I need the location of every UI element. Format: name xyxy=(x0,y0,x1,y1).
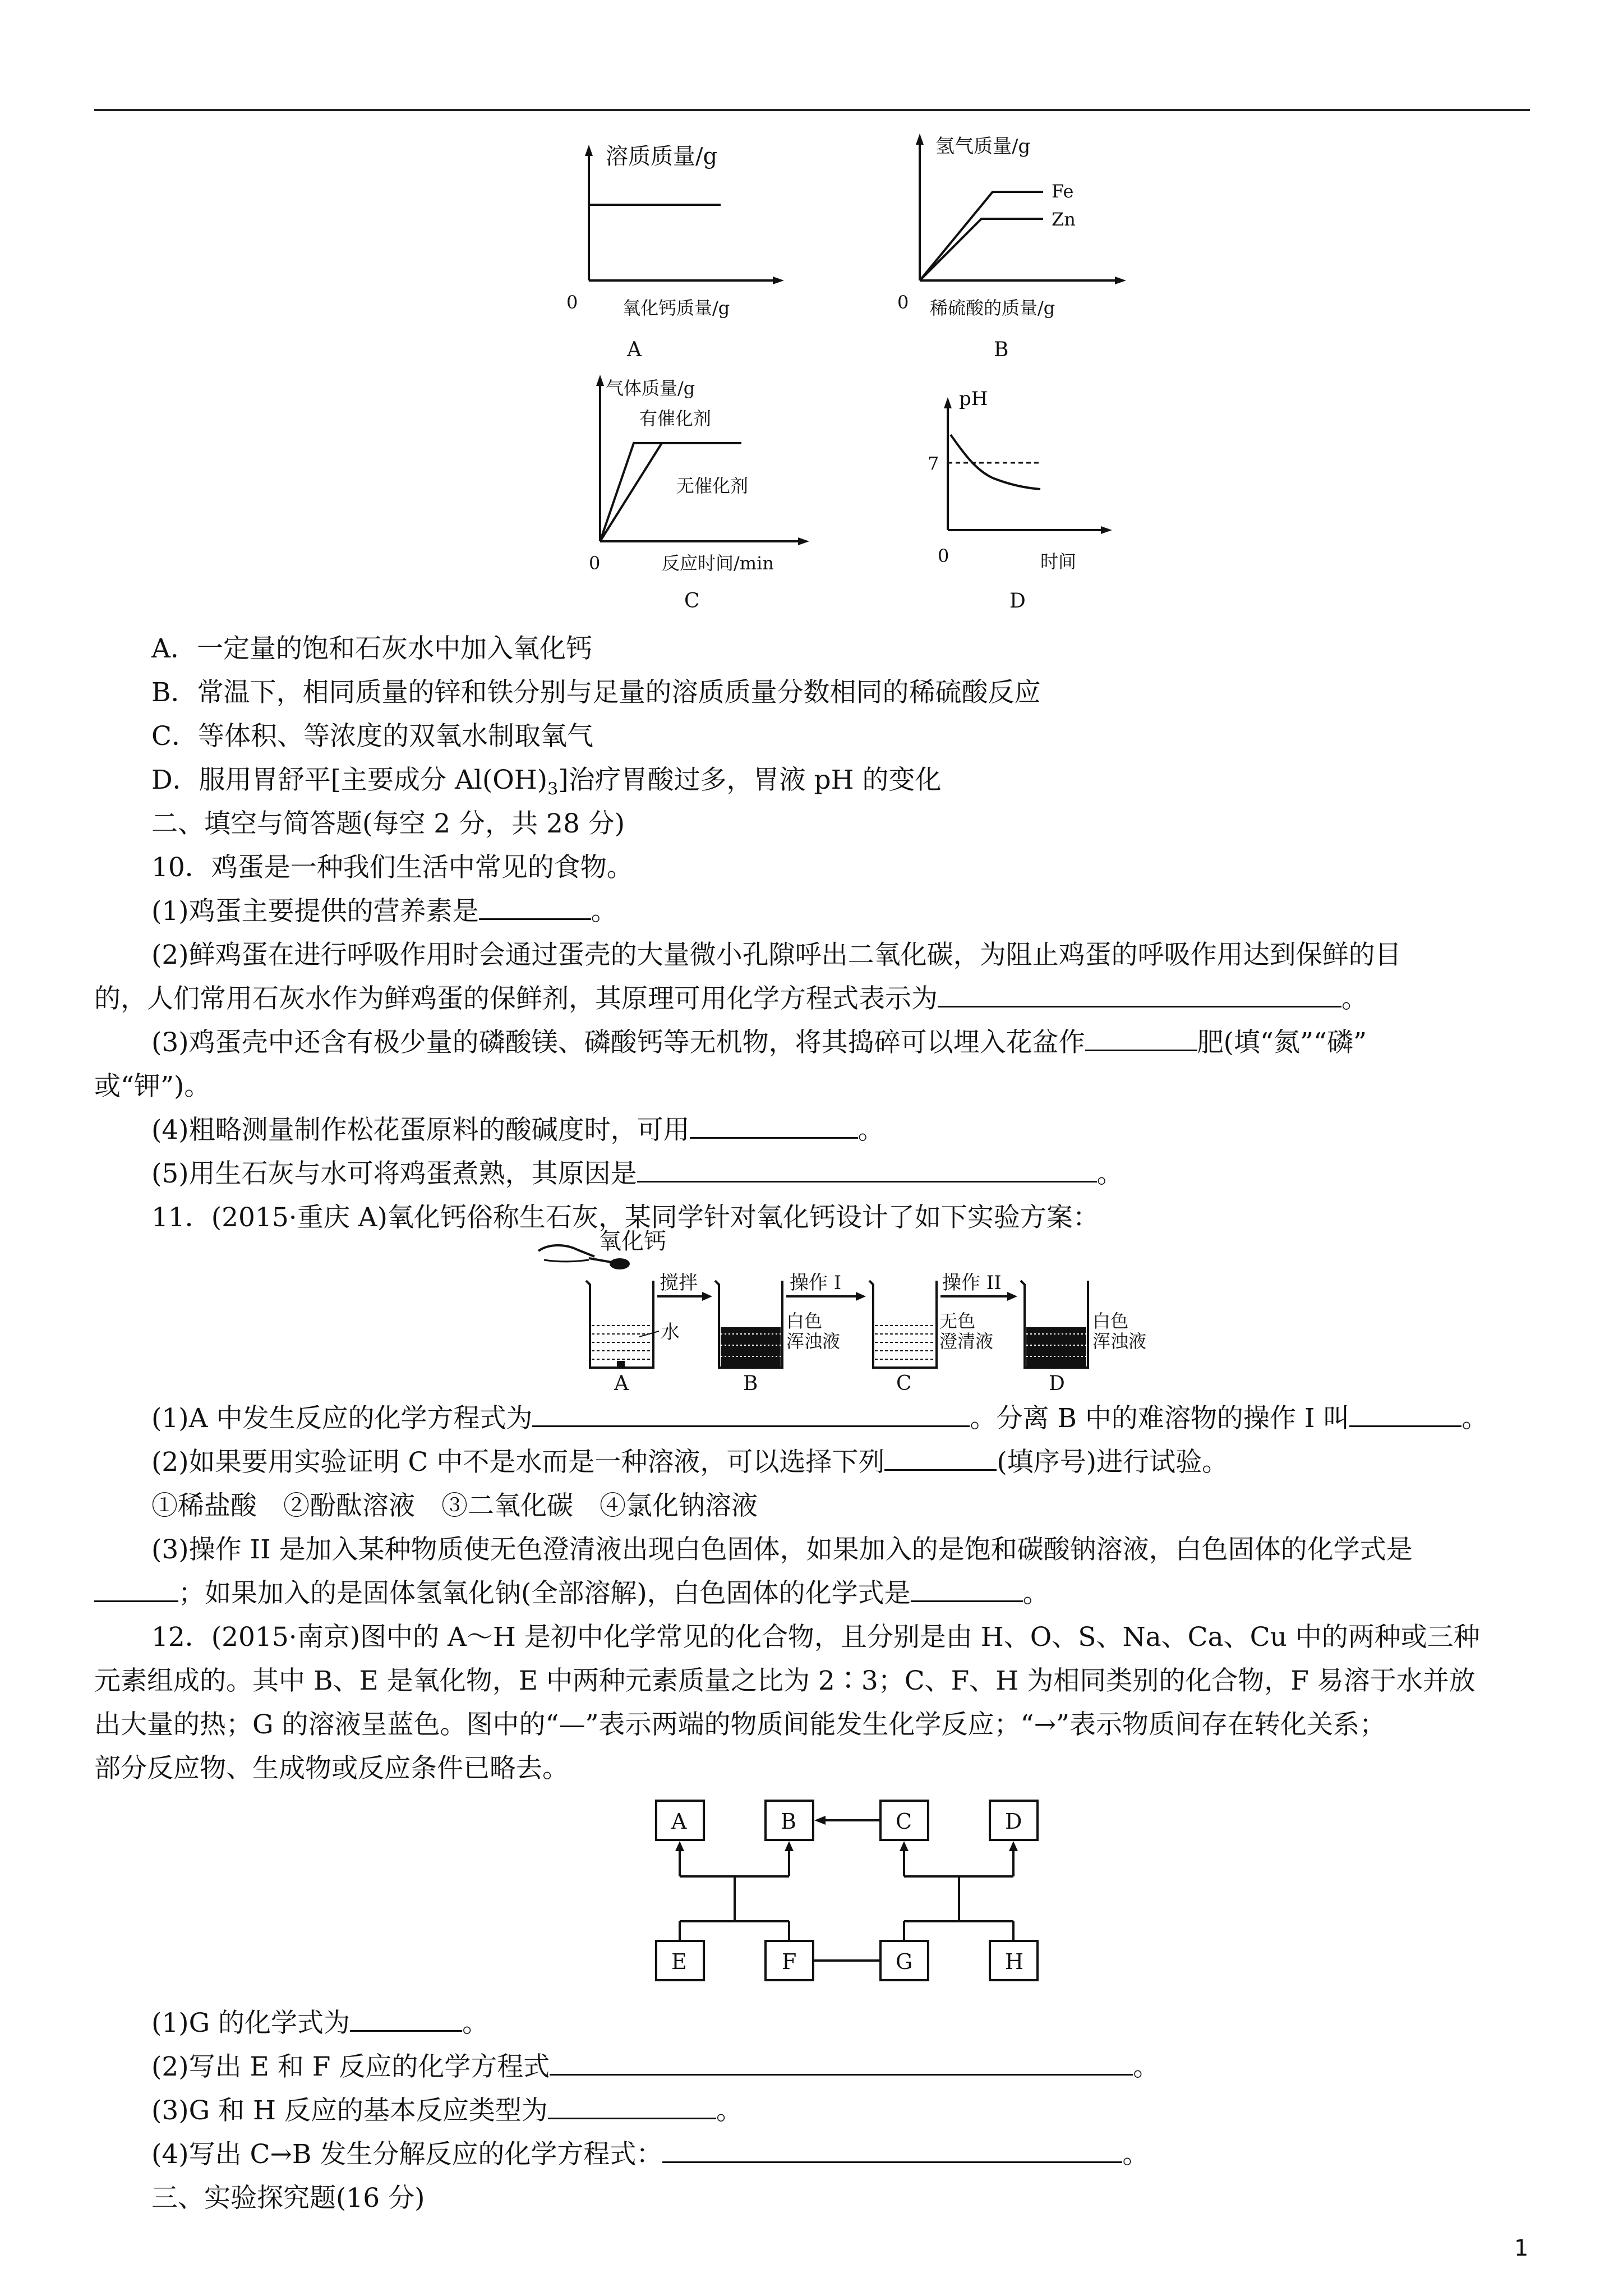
q10-part3-mid: 肥(填“氮”“磷” xyxy=(1197,1027,1367,1058)
q12-stem-line4: 部分反应物、生成物或反应条件已略去。 xyxy=(94,1753,569,1784)
step-stir-label: 搅拌 xyxy=(660,1272,698,1294)
graph-d xyxy=(920,381,1122,628)
box-a-label: A xyxy=(671,1809,687,1834)
beaker-c-note1: 无色 xyxy=(939,1310,976,1332)
beaker-a xyxy=(586,1281,653,1368)
q10-part3-text: (3)鸡蛋壳中还含有极少量的磷酸镁、磷酸钙等无机物，将其捣碎可以埋入花盆作 xyxy=(151,1027,1085,1058)
q11-choices: ①稀盐酸 ②酚酞溶液 ③二氧化碳 ④氯化钠溶液 xyxy=(151,1490,758,1521)
graph-c-origin: 0 xyxy=(589,553,601,574)
q10-part1-end: 。 xyxy=(591,896,617,927)
beaker-d-note2: 浑浊液 xyxy=(1092,1331,1147,1352)
section-3-heading: 三、实验探究题(16 分) xyxy=(151,2183,425,2214)
graph-a xyxy=(566,129,802,365)
q10-stem: 10．鸡蛋是一种我们生活中常见的食物。 xyxy=(151,852,633,883)
q11-reagent-label: 氧化钙 xyxy=(599,1228,666,1254)
beaker-c-note2: 澄清液 xyxy=(939,1331,994,1352)
q12-part2 xyxy=(151,2045,1530,2089)
q11-part2-end: (填序号)进行试验。 xyxy=(997,1447,1229,1478)
section-2-heading: 二、填空与简答题(每空 2 分，共 28 分) xyxy=(151,808,625,839)
graph-a-caption: A xyxy=(627,338,642,361)
q10-part1 xyxy=(151,890,1530,933)
q11-part2-text: (2)如果要用实验证明 C 中不是水而是一种溶液，可以选择下列 xyxy=(151,1447,885,1478)
q12-part2-text: (2)写出 E 和 F 反应的化学方程式 xyxy=(151,2051,550,2082)
box-b-label: B xyxy=(781,1809,796,1834)
solid-particle xyxy=(617,1361,625,1366)
graph-b-origin: 0 xyxy=(897,292,909,313)
option-d xyxy=(151,758,1530,802)
graph-b-series-label-fe: Fe xyxy=(1052,181,1074,202)
q12-part3-end: 。 xyxy=(716,2095,743,2126)
graph-c-ylabel: 气体质量/g xyxy=(606,378,695,399)
hand-icon xyxy=(538,1245,594,1257)
graph-c-caption: C xyxy=(684,590,700,613)
graph-b-series-label-zn: Zn xyxy=(1052,209,1076,230)
option-a: A．一定量的饱和石灰水中加入氧化钙 xyxy=(151,633,592,664)
q11-part3-text: ；如果加入的是固体氢氧化钠(全部溶解)，白色固体的化学式是 xyxy=(178,1578,911,1609)
beaker-b-note1: 白色 xyxy=(786,1310,823,1332)
q11-part1-text: (1)A 中发生反应的化学方程式为 xyxy=(151,1403,533,1434)
graph-b-series-zn xyxy=(920,219,1043,280)
q11-blank-2[interactable] xyxy=(1349,1400,1461,1427)
q10-part2-line2 xyxy=(94,977,1530,1021)
q10-blank-3[interactable] xyxy=(1085,1024,1197,1051)
q11-part1 xyxy=(151,1397,1530,1441)
q10-part3-line2: 或“钾”)。 xyxy=(94,1071,211,1102)
graph-d-caption: D xyxy=(1009,590,1026,613)
q10-part2-text: 的，人们常用石灰水作为鲜鸡蛋的保鲜剂，其原理可用化学方程式表示为 xyxy=(94,983,938,1014)
q10-blank-4[interactable] xyxy=(690,1111,858,1139)
q10-part4-end: 。 xyxy=(857,1115,884,1145)
box-d-label: D xyxy=(1005,1809,1022,1834)
graph-c-x-arrow xyxy=(798,537,809,545)
q11-part3-end: 。 xyxy=(1022,1578,1049,1609)
q12-blank-4[interactable] xyxy=(662,2136,1122,2163)
option-d-sub: 3 xyxy=(547,779,559,799)
graph-a-x-arrow xyxy=(773,277,784,284)
graph-d-y-arrow xyxy=(944,397,952,408)
graph-b xyxy=(897,129,1133,365)
q10-part2-end: 。 xyxy=(1341,983,1368,1014)
q10-blank-5[interactable] xyxy=(637,1155,1097,1182)
q12-stem-line3: 出大量的热；G 的溶液呈蓝色。图中的“—”表示两端的物质间能发生化学反应；“→”表示物质间存在转化关系； xyxy=(94,1709,1386,1740)
graph-c-series-no-catalyst xyxy=(600,443,662,541)
graph-b-ylabel: 氢气质量/g xyxy=(935,135,1031,158)
graph-c-series-label-catalyst: 有催化剂 xyxy=(639,408,712,429)
q12-stem-line2: 元素组成的。其中 B、E 是氧化物，E 中两种元素质量之比为 2∶3；C、F、H 为相同类别的化合物，F 易溶于水并放 xyxy=(94,1665,1476,1696)
q10-part5 xyxy=(151,1152,1530,1196)
q11-part3-line1: (3)操作 II 是加入某种物质使无色澄清液出现白色固体，如果加入的是饱和碳酸钠溶液，白色固体的化学式是 xyxy=(151,1534,1413,1565)
q11-part3-line2 xyxy=(94,1572,1530,1616)
q10-part3-line1 xyxy=(151,1021,1530,1065)
option-c: C．等体积、等浓度的双氧水制取氧气 xyxy=(151,721,593,752)
spoon-icon xyxy=(610,1258,630,1269)
q12-stem-line1: 12．(2015·南京)图中的 A～H 是初中化学常见的化合物，且分别是由 H、O、S、Na、Ca、Cu 中的两种或三种 xyxy=(151,1622,1480,1653)
q12-relation-diagram xyxy=(645,1789,1060,1991)
beaker-c xyxy=(869,1281,937,1368)
q12-part1-text: (1)G 的化学式为 xyxy=(151,2008,351,2039)
graph-d-ytick-7: 7 xyxy=(928,453,939,474)
q11-stem: 11．(2015·重庆 A)氧化钙俗称生石灰，某同学针对氧化钙设计了如下实验方案： xyxy=(151,1202,1099,1233)
q10-part2-line1: (2)鲜鸡蛋在进行呼吸作用时会通过蛋壳的大量微小孔隙呼出二氧化碳，为阻止鸡蛋的呼吸作用达到保鲜的目 xyxy=(151,940,1401,970)
graph-c-xlabel: 反应时间/min xyxy=(662,553,774,574)
q10-part1-text: (1)鸡蛋主要提供的营养素是 xyxy=(151,896,479,927)
q12-blank-2[interactable] xyxy=(550,2048,1133,2076)
q12-part1-end: 。 xyxy=(462,2008,489,2039)
beaker-a-water-label: 水 xyxy=(661,1321,680,1343)
beaker-b-precipitate xyxy=(721,1327,781,1366)
q12-blank-1[interactable] xyxy=(350,2004,462,2032)
graph-b-x-arrow xyxy=(1115,277,1126,284)
q10-part4 xyxy=(151,1108,1530,1152)
box-h-label: H xyxy=(1005,1949,1024,1974)
beaker-a-label: A xyxy=(614,1372,629,1395)
q12-part3 xyxy=(151,2089,1530,2133)
graph-d-ylabel: pH xyxy=(959,388,988,410)
box-c-label: C xyxy=(896,1809,912,1834)
page-number: 1 xyxy=(1514,2235,1529,2261)
graph-a-ylabel: 溶质质量/g xyxy=(606,144,718,169)
q12-part4-text: (4)写出 C→B 发生分解反应的化学方程式： xyxy=(151,2139,663,2170)
beaker-d-note1: 白色 xyxy=(1092,1310,1129,1332)
graph-c xyxy=(566,373,813,625)
q11-experiment-diagram xyxy=(527,1227,1183,1396)
q12-part4 xyxy=(151,2133,1530,2177)
graph-b-xlabel: 稀硫酸的质量/g xyxy=(930,297,1055,319)
graph-d-x-arrow xyxy=(1101,526,1112,534)
q11-part1-mid: 。分离 B 中的难溶物的操作 I 叫 xyxy=(970,1403,1350,1434)
graph-b-series-fe xyxy=(920,192,1043,280)
q10-part5-text: (5)用生石灰与水可将鸡蛋煮熟，其原因是 xyxy=(151,1158,637,1189)
step-op2-label: 操作 II xyxy=(942,1272,1002,1294)
box-f-label: F xyxy=(782,1949,797,1974)
box-g-label: G xyxy=(896,1949,913,1974)
q12-part3-text: (3)G 和 H 反应的基本反应类型为 xyxy=(151,2095,548,2126)
q11-part2 xyxy=(151,1441,1530,1484)
graph-d-origin: 0 xyxy=(938,545,949,567)
q12-part1 xyxy=(151,2001,1530,2045)
graph-a-y-arrow xyxy=(585,145,593,156)
graph-a-origin: 0 xyxy=(566,292,578,313)
q11-blank-1[interactable] xyxy=(532,1400,970,1427)
graph-d-xlabel: 时间 xyxy=(1040,551,1077,572)
graph-c-series-label-no-catalyst: 无催化剂 xyxy=(676,475,749,496)
q10-blank-2[interactable] xyxy=(938,980,1341,1007)
beaker-c-label: C xyxy=(896,1372,912,1395)
graph-b-caption: B xyxy=(994,338,1009,361)
option-d-pre: D．服用胃舒平[主要成分 Al(OH) xyxy=(151,765,548,795)
box-e-label: E xyxy=(671,1949,687,1974)
q11-blank-5[interactable] xyxy=(911,1575,1023,1602)
q12-part2-end: 。 xyxy=(1133,2051,1160,2082)
q12-part4-end: 。 xyxy=(1122,2139,1149,2170)
header-rule xyxy=(94,109,1530,111)
graph-c-y-arrow xyxy=(596,375,604,386)
q11-blank-3[interactable] xyxy=(884,1443,997,1471)
q10-part5-end: 。 xyxy=(1096,1158,1123,1189)
step-op1-label: 操作 I xyxy=(790,1272,842,1294)
q10-part4-text: (4)粗略测量制作松花蛋原料的酸碱度时，可用 xyxy=(151,1115,690,1145)
hand-fingers xyxy=(544,1260,589,1262)
q11-part1-end: 。 xyxy=(1461,1403,1488,1434)
graph-b-y-arrow xyxy=(916,134,924,145)
option-d-post: ]治疗胃酸过多，胃液 pH 的变化 xyxy=(558,765,942,795)
spoon-handle xyxy=(589,1258,611,1262)
beaker-b-label: B xyxy=(743,1372,758,1395)
option-b: B．常温下，相同质量的锌和铁分别与足量的溶质质量分数相同的稀硫酸反应 xyxy=(151,677,1041,708)
beaker-d-label: D xyxy=(1049,1372,1065,1395)
q12-blank-3[interactable] xyxy=(548,2092,716,2119)
beaker-d-precipitate xyxy=(1026,1327,1086,1366)
beaker-b-note2: 浑浊液 xyxy=(786,1331,841,1352)
graph-a-xlabel: 氧化钙质量/g xyxy=(623,297,730,319)
q11-blank-4[interactable] xyxy=(94,1575,178,1602)
q10-blank-1[interactable] xyxy=(479,892,591,920)
